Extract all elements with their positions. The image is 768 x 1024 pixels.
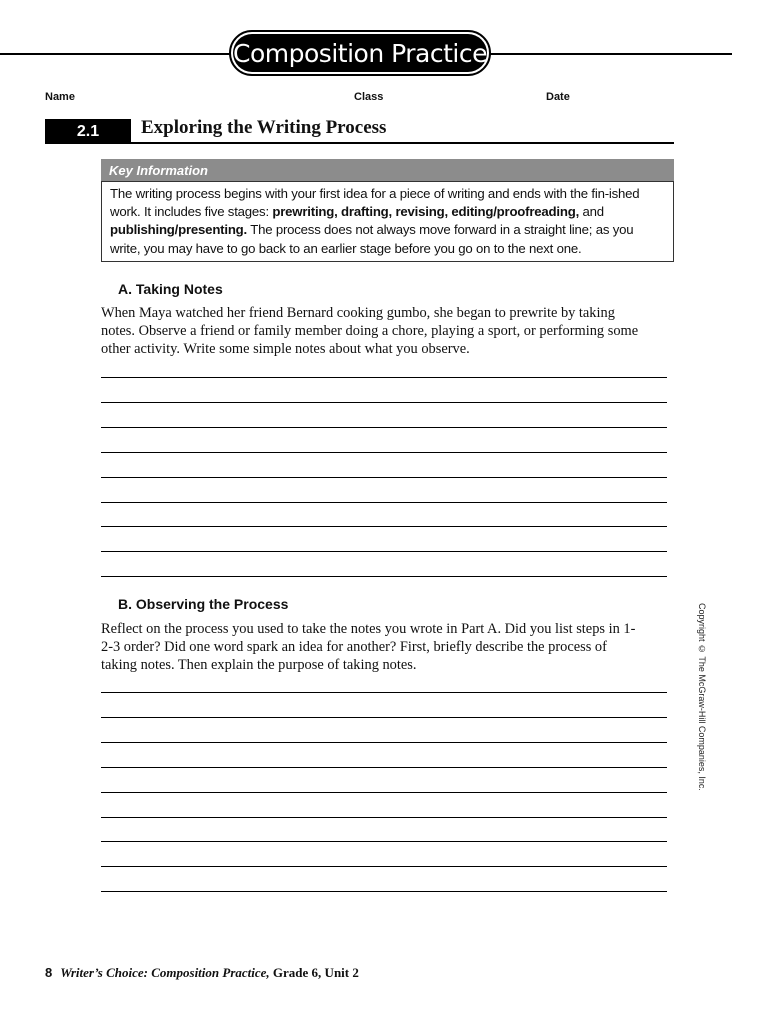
answer-line[interactable] <box>101 576 667 577</box>
banner-title: Composition Practice <box>233 34 487 72</box>
key-info-stages: prewriting, drafting, revising, editing/proofreading, <box>272 204 580 220</box>
key-info-text: The writing process begins with your first idea for a piece of writing and ends with the fin-ished work. It includes five stages: <box>110 186 640 220</box>
key-info-stage-publishing: publishing/presenting. <box>110 222 247 238</box>
lesson-title: Exploring the Writing Process <box>141 117 387 138</box>
lesson-number: 2.1 <box>45 119 131 144</box>
answer-line[interactable] <box>101 891 667 892</box>
answer-line[interactable] <box>101 841 667 842</box>
book-title: Writer’s Choice: Composition Practice, <box>60 965 270 980</box>
name-label: Name <box>45 91 75 103</box>
answer-line[interactable] <box>101 427 667 428</box>
key-info-text: The process does not always move forward in a straight line; as you write, you may have to go back to an earlier stage before you go on to the next one. <box>110 222 634 256</box>
page-footer <box>45 965 359 981</box>
answer-line[interactable] <box>101 767 667 768</box>
answer-line[interactable] <box>101 477 667 478</box>
answer-line[interactable] <box>101 692 667 693</box>
date-label: Date <box>546 91 570 103</box>
section-a-heading: A. Taking Notes <box>118 281 223 297</box>
section-b-prompt: Reflect on the process you used to take the notes you wrote in Part A. Did you list steps in 1-2-3 order? Did one word spark an idea for another? First, briefly describe the process of taking notes. Then explain the purpose of taking notes. <box>101 621 636 673</box>
answer-line[interactable] <box>101 866 667 867</box>
answer-line[interactable] <box>101 526 667 527</box>
answer-line[interactable] <box>101 402 667 403</box>
key-info-body <box>101 181 674 262</box>
answer-line[interactable] <box>101 817 667 818</box>
class-label: Class <box>354 91 384 103</box>
section-b-heading: B. Observing the Process <box>118 596 289 612</box>
answer-line[interactable] <box>101 551 667 552</box>
key-info-heading: Key Information <box>101 159 674 181</box>
answer-line[interactable] <box>101 502 667 503</box>
lesson-rule <box>131 142 674 144</box>
answer-line[interactable] <box>101 792 667 793</box>
key-info-text: and <box>579 204 604 220</box>
page-number: 8 <box>45 965 53 980</box>
answer-line[interactable] <box>101 717 667 718</box>
answer-line[interactable] <box>101 452 667 453</box>
grade-unit: Grade 6, Unit 2 <box>269 965 359 980</box>
answer-line[interactable] <box>101 377 667 378</box>
section-a-prompt: When Maya watched her friend Bernard cooking gumbo, she began to prewrite by taking notes. Observe a friend or family member doing a chore, playing a sport, or performing some other activity. Write some simple notes about what you observe. <box>101 305 639 357</box>
copyright-notice: Copyright © The McGraw-Hill Companies, Inc. <box>697 603 707 791</box>
answer-line[interactable] <box>101 742 667 743</box>
